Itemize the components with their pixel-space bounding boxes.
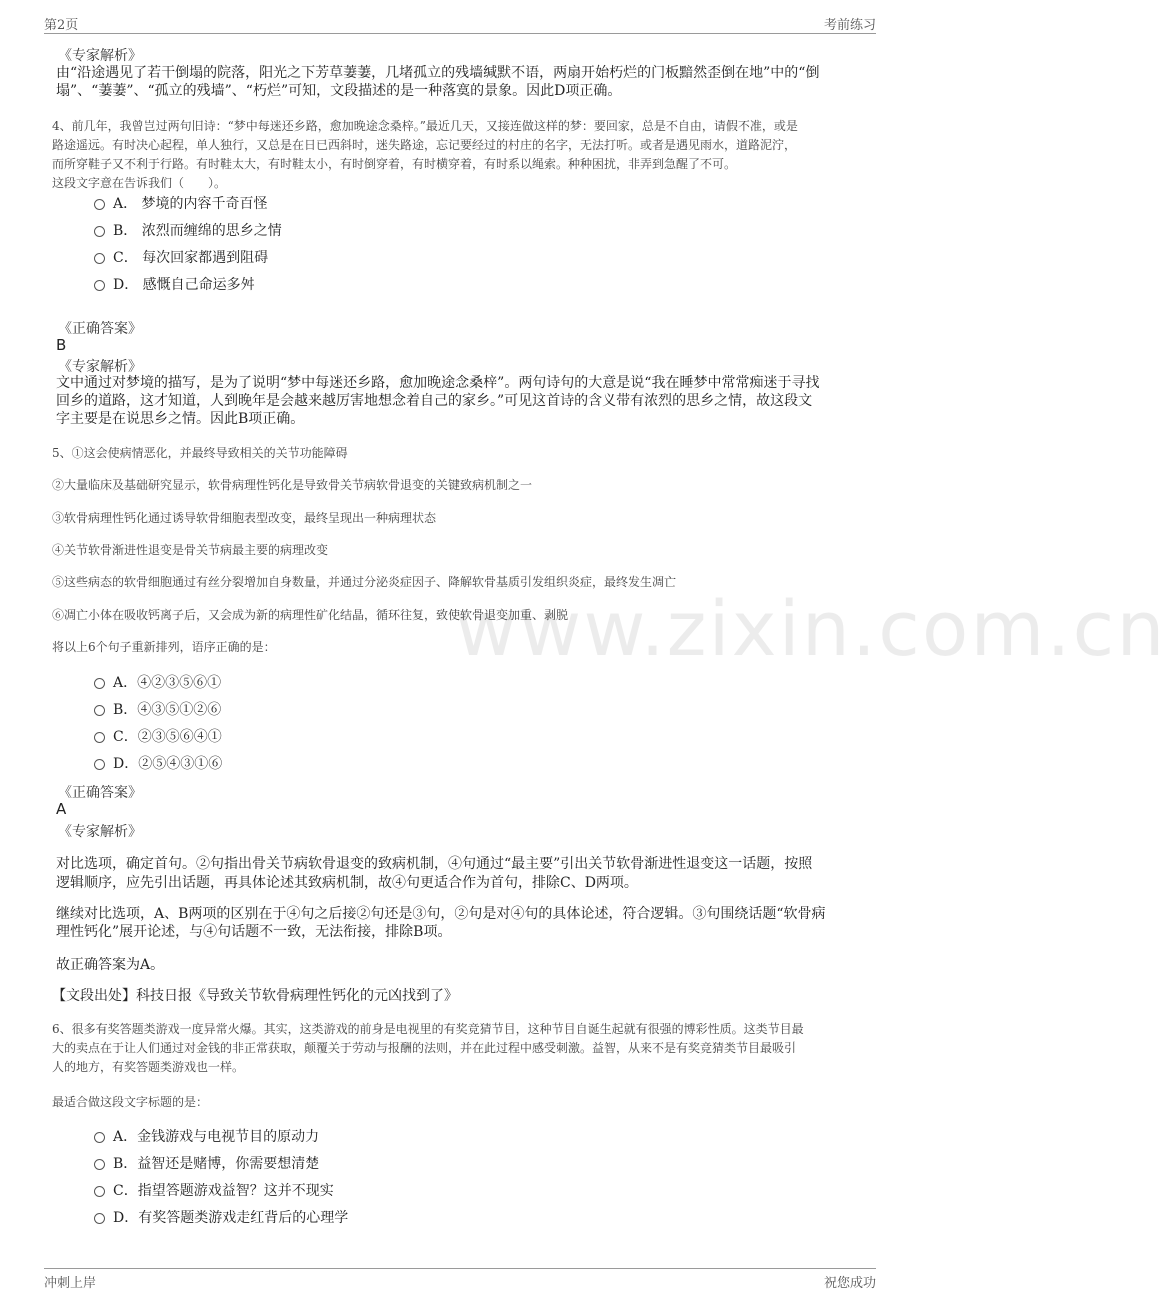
sentence-item: 5、①这会使病情恶化，并最终导致相关的关节功能障碍	[52, 446, 348, 460]
question-4-line: 这段文字意在告诉我们（ ）。	[52, 176, 227, 190]
q6-option-a[interactable]	[94, 1127, 319, 1147]
correct-answer-label: 《正确答案》	[58, 785, 142, 801]
option-label: A．金钱游戏与电视节目的原动力	[113, 1129, 320, 1145]
q6-option-c[interactable]	[94, 1181, 334, 1201]
analysis-line: 逻辑顺序，应先引出话题，再具体论述其致病机制，故④句更适合作为首句，排除C、D两项。	[56, 875, 638, 891]
option-label: C．②③⑤⑥④①	[113, 729, 222, 745]
expert-analysis-label: 《专家解析》	[58, 824, 142, 840]
sentence-item: ⑥凋亡小体在吸收钙离子后，又会成为新的病理性矿化结晶，循环往复，致使软骨退变加重、剥脱	[52, 608, 569, 622]
option-label: D．有奖答题类游戏走红背后的心理学	[113, 1210, 349, 1226]
analysis-line: 文中通过对梦境的描写，是为了说明“梦中每迷还乡路，愈加晚途念桑梓”。两句诗句的大意是说“我在睡梦中常常痴迷于寻找	[56, 375, 820, 391]
option-label: B．④③⑤①②⑥	[113, 702, 222, 718]
q6-option-d[interactable]	[94, 1208, 348, 1228]
q5-option-a[interactable]	[94, 673, 221, 693]
option-label: C．指望答题游戏益智？这并不现实	[113, 1183, 334, 1199]
analysis-line: 理性钙化”展开论述，与④句话题不一致，无法衔接，排除B项。	[56, 924, 452, 940]
q5-option-c[interactable]	[94, 727, 222, 747]
question-6-line: 大的卖点在于让人们通过对金钱的非正常获取，颠覆关于劳动与报酬的法则，并在此过程中感受刺激。益智，从来不是有奖竞猜类节目最吸引	[52, 1041, 797, 1055]
question-4-line: 4、前几年，我曾岂过两句旧诗：“梦中每迷还乡路，愈加晚途念桑梓。”最近几天，又接连做这样的梦：要回家，总是不自由，请假不准，或是	[52, 119, 798, 133]
correct-answer-label: 《正确答案》	[58, 321, 142, 337]
radio-icon[interactable]	[94, 705, 105, 716]
correct-answer: A	[56, 800, 67, 818]
option-label: A．④②③⑤⑥①	[113, 675, 222, 691]
q4-option-d[interactable]	[94, 275, 255, 295]
radio-icon[interactable]	[94, 1159, 105, 1170]
option-label: A． 梦境的内容千奇百怪	[113, 196, 268, 212]
option-label: D． 感慨自己命运多舛	[113, 277, 255, 293]
radio-icon[interactable]	[94, 732, 105, 743]
page-number: 第2页	[44, 18, 79, 33]
analysis-line: 由“沿途遇见了若干倒塌的院落，阳光之下芳草萋萋，几堵孤立的残墙缄默不语，两扇开始朽烂的门板黯然歪倒在地”中的“倒	[56, 65, 820, 81]
radio-icon[interactable]	[94, 678, 105, 689]
radio-icon[interactable]	[94, 1132, 105, 1143]
analysis-line: 继续对比选项，A、B两项的区别在于④句之后接②句还是③句，②句是对④句的具体论述，符合逻辑。③句围绕话题“软骨病	[56, 906, 826, 922]
question-4-line: 路途遥远。有时决心起程，单人独行，又总是在日已西斜时，迷失路途，忘记要经过的村庄的名字，无法打听。或者是遇见雨水，道路泥泞，	[52, 138, 797, 152]
radio-icon[interactable]	[94, 1213, 105, 1224]
sentence-item: ⑤这些病态的软骨细胞通过有丝分裂增加自身数量，并通过分泌炎症因子、降解软骨基质引发组织炎症，最终发生凋亡	[52, 575, 677, 589]
analysis-line: 回乡的道路，这才知道，人到晚年是会越来越厉害地想念着自己的家乡。”可见这首诗的含义带有浓烈的思乡之情，故这段文	[56, 393, 813, 409]
q6-option-b[interactable]	[94, 1154, 319, 1174]
question-6-line: 6、很多有奖答题类游戏一度异常火爆。其实，这类游戏的前身是电视里的有奖竞猜节目，这种节目自诞生起就有很强的博彩性质。这类节目最	[52, 1022, 804, 1036]
option-label: B． 浓烈而缠绵的思乡之情	[113, 223, 282, 239]
analysis-line: 字主要是在说思乡之情。因此B项正确。	[56, 411, 305, 427]
conclusion-line: 故正确答案为A。	[56, 957, 165, 973]
header-title: 考前练习	[823, 18, 876, 33]
sentence-item: ③软骨病理性钙化通过诱导软骨细胞表型改变，最终呈现出一种病理状态	[52, 511, 437, 525]
header-divider	[44, 33, 876, 34]
question-6-line: 人的地方，有奖答题类游戏也一样。	[52, 1060, 245, 1074]
source-line: 【文段出处】科技日报《导致关节软骨病理性钙化的元凶找到了》	[52, 988, 458, 1004]
radio-icon[interactable]	[94, 199, 105, 210]
analysis-line: 塌”、“萋萋”、“孤立的残墙”、“朽烂”可知，文段描述的是一种落寞的景象。因此D项正确。	[56, 83, 622, 99]
q4-option-b[interactable]	[94, 221, 282, 241]
footer-right: 祝您成功	[823, 1276, 876, 1291]
footer-left: 冲刺上岸	[44, 1276, 97, 1291]
question-6-prompt: 最适合做这段文字标题的是：	[52, 1095, 209, 1109]
q4-option-c[interactable]	[94, 248, 268, 268]
expert-analysis-label: 《专家解析》	[58, 359, 142, 375]
radio-icon[interactable]	[94, 253, 105, 264]
radio-icon[interactable]	[94, 759, 105, 770]
option-label: C． 每次回家都遇到阻碍	[113, 250, 269, 266]
expert-analysis-label: 《专家解析》	[58, 48, 142, 64]
option-label: D．②⑤④③①⑥	[113, 756, 223, 772]
q4-option-a[interactable]	[94, 194, 268, 214]
radio-icon[interactable]	[94, 280, 105, 291]
q5-option-d[interactable]	[94, 754, 222, 774]
correct-answer: B	[56, 336, 67, 354]
analysis-line: 对比选项，确定首句。②句指出骨关节病软骨退变的致病机制，④句通过“最主要”引出关节软骨渐进性退变这一话题，按照	[56, 856, 813, 872]
option-label: B．益智还是赌博，你需要想清楚	[113, 1156, 320, 1172]
sentence-item: ④关节软骨渐进性退变是骨关节病最主要的病理改变	[52, 543, 329, 557]
question-5-prompt: 将以上6个句子重新排列，语序正确的是：	[52, 640, 276, 654]
q5-option-b[interactable]	[94, 700, 221, 720]
watermark: www.zixin.com.cn	[455, 584, 1167, 673]
footer-divider	[44, 1268, 876, 1269]
sentence-item: ②大量临床及基础研究显示，软骨病理性钙化是导致骨关节病软骨退变的关键致病机制之一	[52, 478, 533, 492]
question-4-line: 而所穿鞋子又不利于行路。有时鞋太大，有时鞋太小，有时倒穿着，有时横穿着，有时系以绳索。种种困扰，非弄到急醒了不可。	[52, 157, 737, 171]
radio-icon[interactable]	[94, 226, 105, 237]
radio-icon[interactable]	[94, 1186, 105, 1197]
